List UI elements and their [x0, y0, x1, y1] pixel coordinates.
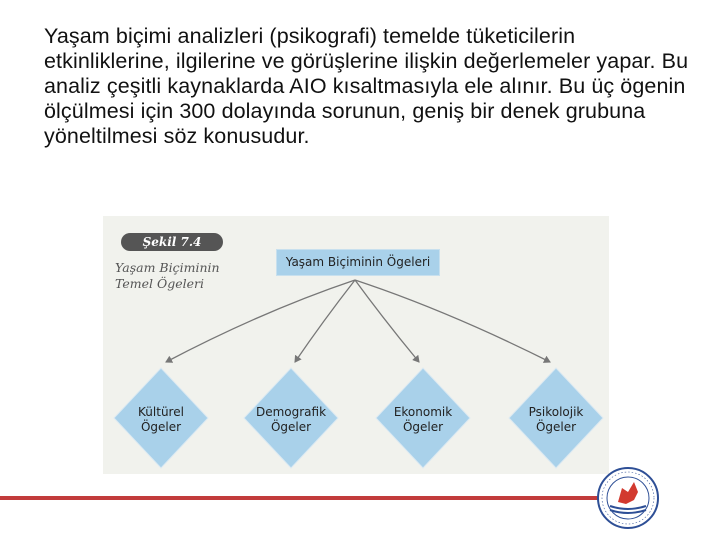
- node-ekonomik-line2: Ögeler: [402, 420, 444, 434]
- node-demografik: [236, 405, 346, 435]
- node-psikolojik: [501, 405, 611, 435]
- node-demografik-line2: Ögeler: [270, 420, 312, 434]
- node-ekonomik: [368, 405, 478, 435]
- node-demografik-line1: Demografik: [255, 405, 327, 419]
- figure-label: Şekil 7.4: [121, 233, 223, 251]
- lifestyle-elements-figure: [103, 216, 609, 474]
- arrow-to-psikolojik: [355, 280, 550, 362]
- intro-paragraph: Yaşam biçimi analizleri (psikografi) temelde tüketicilerin etkinliklerine, ilgilerine ve görüşlerine ilişkin değerlemeler yapar. Bu analiz çeşitli kaynaklarda AIO kısaltmasıyla ele alınır. Bu üç ögenin ölçülmesi için 300 dolayında sorunun, geniş bir denek grubuna yöneltilmesi söz konusudur.: [44, 24, 689, 148]
- arrow-to-kulturel: [166, 280, 355, 362]
- node-kulturel-line1: Kültürel: [138, 405, 184, 419]
- arrow-to-ekonomik: [355, 280, 419, 362]
- node-psikolojik-line1: Psikolojik: [528, 405, 584, 419]
- footer-accent-bar: [0, 496, 600, 500]
- figure-subtitle: [115, 260, 233, 292]
- node-ekonomik-line1: Ekonomik: [393, 405, 453, 419]
- university-seal-icon: [596, 466, 660, 530]
- node-kulturel-line2: Ögeler: [140, 420, 182, 434]
- root-node: Yaşam Biçiminin Ögeleri: [276, 249, 440, 276]
- node-kulturel: [106, 405, 216, 435]
- arrow-to-demografik: [295, 280, 355, 362]
- figure-subtitle-line2: Temel Ögeleri: [115, 276, 205, 291]
- figure-subtitle-line1: Yaşam Biçiminin: [115, 260, 220, 275]
- node-psikolojik-line2: Ögeler: [535, 420, 577, 434]
